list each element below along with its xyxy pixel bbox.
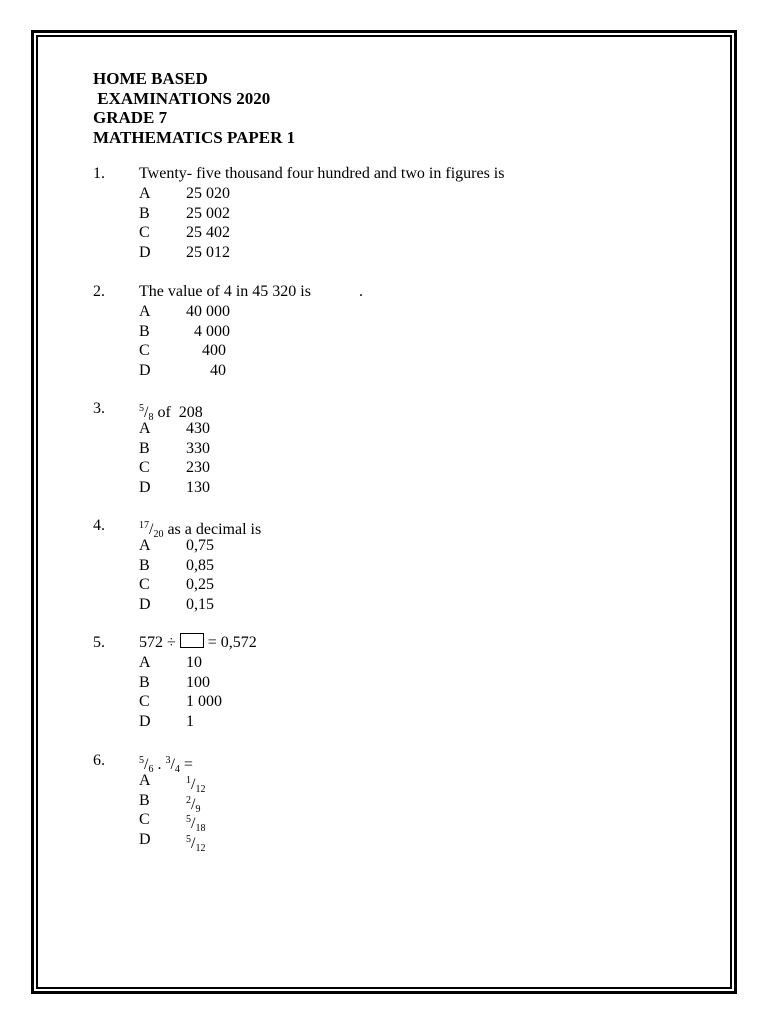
option-letter: C: [139, 224, 150, 242]
fraction-numerator: 5: [186, 833, 191, 845]
header-line-1: HOME BASED: [93, 69, 208, 88]
option-value: 40 000: [186, 303, 230, 320]
option-value: 0,25: [186, 576, 214, 594]
question-text: [139, 633, 257, 653]
option-letter: B: [139, 791, 150, 809]
option-value: 1 000: [186, 693, 222, 711]
answer-box: [180, 633, 204, 648]
fraction-numerator: 2: [186, 794, 191, 806]
option-letter: B: [139, 322, 150, 340]
option-value: 40: [186, 361, 226, 379]
option-letter: D: [139, 361, 151, 379]
option-letter: C: [139, 811, 150, 829]
question-number: 5.: [93, 634, 105, 651]
question-number: 2.: [93, 283, 105, 300]
operator: .: [153, 756, 166, 773]
option-value: 25 020: [186, 185, 230, 202]
option-value: 130: [186, 478, 210, 496]
option-value: 230: [186, 459, 210, 477]
exam-header: [93, 69, 295, 147]
fraction: $^5/_{18}$: [186, 814, 206, 835]
question-text: Twenty- five thousand four hundred and two in figures is: [139, 165, 505, 182]
question-number: 1.: [93, 165, 105, 182]
option-letter: B: [139, 673, 150, 691]
fraction-numerator: 1: [186, 775, 191, 786]
fraction: $^{17}/_{20}$: [139, 520, 164, 540]
option-letter: D: [139, 595, 151, 613]
question-text-head: 572 ÷: [139, 634, 176, 651]
option-value: 0,85: [186, 556, 214, 574]
option-letter: A: [139, 654, 151, 671]
question-number: 4.: [93, 517, 105, 534]
option-value: 400: [186, 342, 226, 360]
fraction-denominator: 12: [195, 842, 206, 854]
option-value: 100: [186, 673, 210, 691]
fraction: $^5/_{12}$: [186, 833, 206, 854]
option-value: [186, 830, 205, 859]
question-text-tail: = 0,572: [207, 634, 257, 651]
option-letter: D: [139, 712, 151, 730]
option-value: 330: [186, 439, 210, 457]
option-letter: C: [139, 576, 150, 594]
fraction-denominator: 20: [153, 529, 164, 540]
option-letter: A: [139, 185, 151, 202]
fraction-numerator: 17: [139, 520, 149, 531]
question-text-tail: of 208: [153, 404, 203, 421]
fraction-numerator: 3: [165, 755, 171, 766]
option-value: 430: [186, 420, 210, 437]
fraction-denominator: 9: [195, 803, 201, 815]
option-letter: C: [139, 459, 150, 477]
question-number: 6.: [93, 752, 105, 769]
option-letter: A: [139, 420, 151, 437]
option-value: 10: [186, 654, 202, 671]
fraction-numerator: 5: [186, 814, 191, 826]
option-letter: C: [139, 693, 150, 711]
option-letter: A: [139, 772, 151, 789]
option-letter: D: [139, 478, 151, 496]
header-line-2: EXAMINATIONS 2020: [93, 88, 271, 108]
option-value: 25 402: [186, 224, 230, 242]
header-line-3: GRADE 7: [93, 108, 168, 127]
option-value: 4 000: [186, 322, 230, 340]
option-letter: B: [139, 556, 150, 574]
option-letter: B: [139, 204, 150, 222]
fraction-numerator: 5: [139, 755, 144, 766]
header-line-4: MATHEMATICS PAPER 1: [93, 127, 296, 147]
question-text: The value of 4 in 45 320 is .: [139, 283, 363, 300]
option-value: 25 012: [186, 243, 230, 261]
fraction: $^5/_8$: [139, 403, 154, 423]
option-value: 0,75: [186, 537, 214, 554]
option-letter: B: [139, 439, 150, 457]
fraction: $^2/_9$: [186, 794, 201, 815]
fraction-denominator: 12: [195, 784, 206, 795]
option-letter: A: [139, 537, 151, 554]
option-value: 1: [186, 712, 194, 730]
question-number: 3.: [93, 400, 105, 417]
fraction: $^1/_{12}$: [186, 775, 206, 795]
option-letter: C: [139, 342, 150, 360]
fraction-denominator: 6: [148, 764, 154, 775]
question-text-tail: as a decimal is: [163, 521, 262, 538]
option-value: 25 002: [186, 204, 230, 222]
fraction-denominator: 18: [195, 823, 206, 835]
fraction-denominator: 8: [148, 412, 154, 423]
option-letter: A: [139, 303, 151, 320]
fraction-denominator: 4: [174, 764, 180, 775]
option-value: 0,15: [186, 595, 214, 613]
option-letter: D: [139, 243, 151, 261]
option-letter: D: [139, 830, 151, 848]
question-text-tail: =: [179, 756, 193, 773]
fraction: $^5/_6$: [139, 755, 154, 775]
fraction-numerator: 5: [139, 403, 144, 414]
fraction: $^3/_4$: [165, 755, 180, 775]
